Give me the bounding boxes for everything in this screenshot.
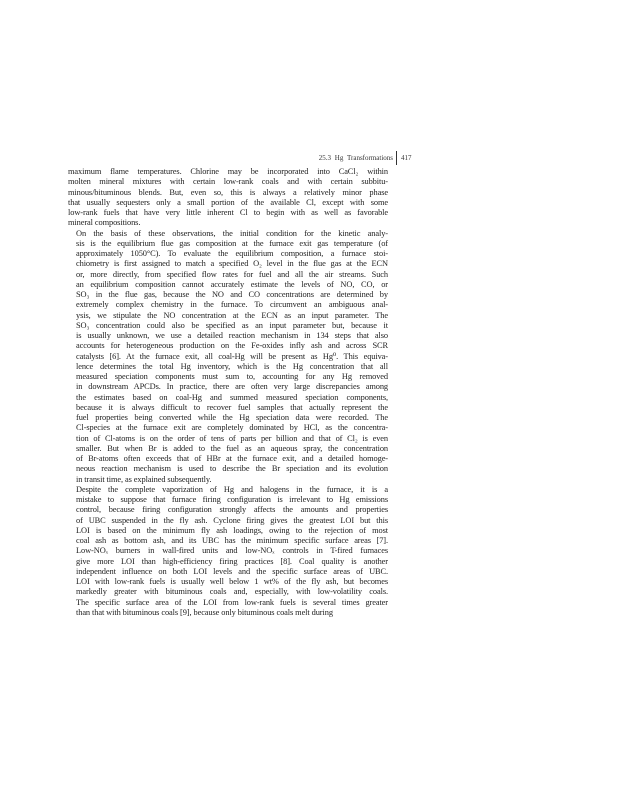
- text-line: of UBC suspended in the fly ash. Cyclone firing gives the greatest LOI but this: [76, 515, 388, 525]
- text-line: in downstream APCDs. In practice, there are often very large discrepancies among: [76, 382, 388, 392]
- text-line: minous/bituminous blends. But, even so, this is always a relatively minor phase: [68, 187, 388, 197]
- text-line: neous reaction mechanism is used to describe the Br speciation and its evolution: [76, 464, 388, 474]
- text-line: fuel properties being converted while the Hg speciation data were recorded. The: [76, 413, 388, 422]
- text-line: Low-NOₓ burners in wall-fired units and low-NOₓ controls in T-fired furnaces: [76, 546, 388, 556]
- text-line: The specific surface area of the LOI from low-rank fuels is several times greater: [76, 597, 388, 607]
- text-line: give more LOI than high-efficiency firing practices [8]. Coal quality is another: [76, 556, 388, 566]
- text-line: because it is always difficult to recover fuel samples that actually represent the: [76, 402, 388, 412]
- text-line: extremely complex chemistry in the furnace. To circumvent an ambiguous anal-: [76, 300, 388, 310]
- paragraph: [68, 485, 388, 618]
- paragraph: [68, 229, 388, 485]
- section-title: 25.3 Hg Transformations: [318, 154, 393, 162]
- text-line: SO₃ concentration could also be specified as an input parameter but, because it: [76, 320, 388, 330]
- running-header: [0, 151, 618, 165]
- paragraph: [68, 167, 388, 229]
- text-line: low-rank fuels that have very little inherent Cl to begin with as well as favorable: [68, 208, 388, 217]
- body-text: [68, 167, 388, 618]
- text-line: of Br-atoms often exceeds that of HBr at the furnace exit, and a detailed homoge-: [76, 454, 388, 463]
- text-line: that usually sequesters only a small portion of the available Cl, except with some: [68, 197, 388, 207]
- text-line: Cl-species at the furnace exit are completely dominated by HCl, as the concentra-: [76, 423, 388, 433]
- text-line: lence determines the total Hg inventory, which is the Hg concentration that all: [76, 361, 388, 371]
- page-number: 417: [401, 154, 412, 162]
- text-line: in transit time, as explained subsequently.: [76, 474, 212, 484]
- text-line: smaller. But when Br is added to the fuel as an aqueous spray, the concentration: [76, 443, 388, 453]
- text-line: an equilibrium composition cannot accurately estimate the levels of NO, CO, or: [76, 279, 388, 289]
- text-line: than that with bituminous coals [9], because only bituminous coals melt during: [76, 607, 333, 617]
- text-line: Despite the complete vaporization of Hg and halogens in the furnace, it is a: [76, 484, 388, 494]
- text-line: maximum flame temperatures. Chlorine may be incorporated into CaCl₂ within: [68, 167, 388, 176]
- text-line: LOI is based on the minimum fly ash loadings, owing to the rejection of most: [76, 525, 388, 535]
- text-line: markedly greater with bituminous coals and, especially, with low-volatility coals.: [76, 587, 388, 597]
- text-line: or, more directly, from specified flow rates for fuel and all the air streams. Such: [76, 269, 388, 279]
- text-line: On the basis of these observations, the initial condition for the kinetic analy-: [76, 228, 388, 238]
- text-line: chiometry is first assigned to match a specified O₂ level in the flue gas at the ECN: [76, 259, 388, 269]
- text-line: tion of Cl-atoms is on the order of tens of parts per billion and that of Cl₂ is even: [76, 433, 388, 443]
- text-line: SO₃ in the flue gas, because the NO and CO concentrations are determined by: [76, 290, 388, 299]
- text-line: LOI with low-rank fuels is usually well below 1 wt% of the fly ash, but becomes: [76, 577, 388, 586]
- text-line: coal ash as bottom ash, and its UBC has the minimum specific surface areas [7].: [76, 536, 388, 545]
- text-line: independent influence on both LOI levels and the specific surface areas of UBC.: [76, 566, 388, 576]
- text-line: ysis, we stipulate the NO concentration at the ECN as an input parameter. The: [76, 310, 388, 320]
- text-line: is usually unknown, we use a detailed reaction mechanism in 134 steps that also: [76, 331, 388, 340]
- text-line: mistake to suppose that furnace firing configuration is irrelevant to Hg emissions: [76, 495, 388, 504]
- text-line: the estimates based on coal-Hg and summed measured speciation components,: [76, 392, 388, 402]
- text-line: accounts for heterogeneous production on the Fe-oxides infly ash and across SCR: [76, 341, 388, 351]
- text-line: measured speciation components must sum to, accounting for any Hg removed: [76, 372, 388, 381]
- text-line: approximately 1050°C). To evaluate the equilibrium composition, a furnace stoi-: [76, 249, 388, 258]
- text-line: catalysts [6]. At the furnace exit, all coal-Hg will be present as Hg⁰. This equiva-: [76, 351, 388, 361]
- text-line: molten mineral mixtures with certain low-rank coals and with certain subbitu-: [68, 177, 388, 187]
- text-line: control, because firing configuration strongly affects the amounts and properties: [76, 505, 388, 515]
- text-line: mineral compositions.: [68, 218, 141, 228]
- text-line: sis is the equilibrium flue gas composition at the furnace exit gas temperature (of: [76, 238, 388, 248]
- header-divider: [396, 151, 397, 165]
